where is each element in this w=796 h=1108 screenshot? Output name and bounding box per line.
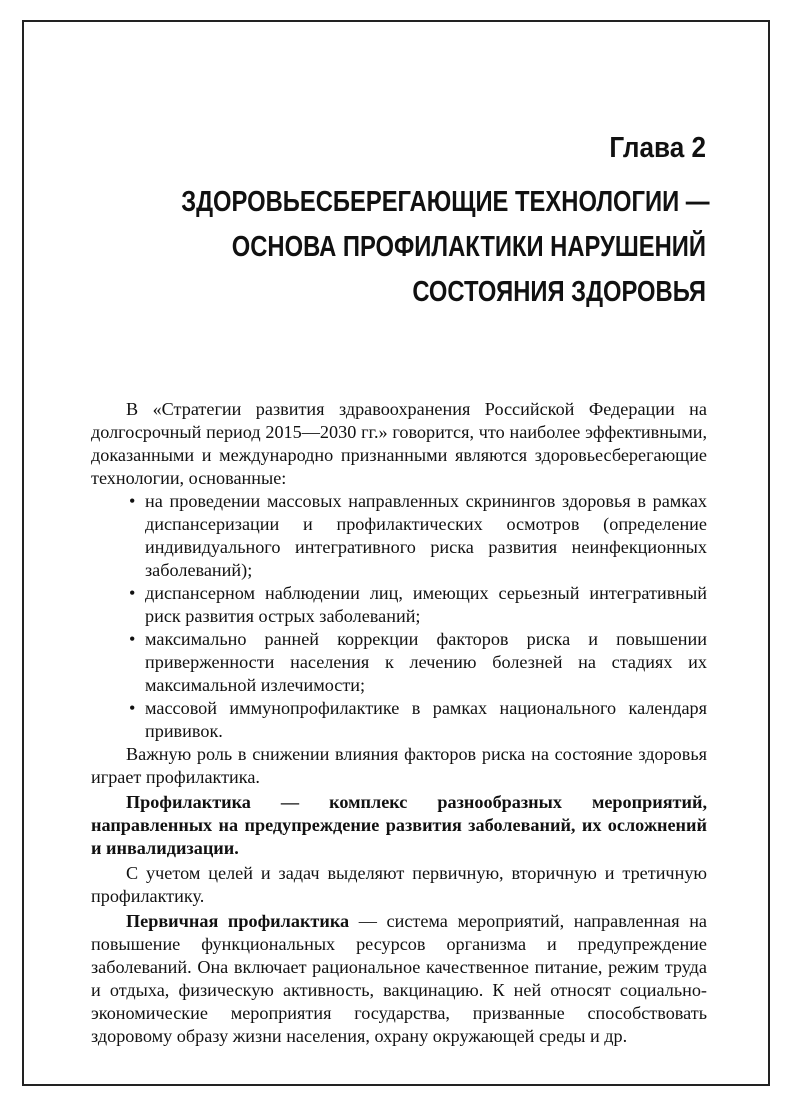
- list-item: [91, 628, 707, 697]
- technology-list: [91, 490, 707, 743]
- list-item-text: на проведении массовых направленных скринингов здоровья в рамках диспансеризации и профилактических осмотров (определение индивидуального интегративного риска развития неинфекционных заболеваний);: [145, 491, 707, 580]
- primary-prevention-term: Первичная профилактика: [126, 911, 350, 931]
- primary-prevention-text: — система мероприятий, направленная на повышение функциональных ресурсов организма и предупреждение заболеваний. Она включает рациональное качественное питание, режим труда и отдыха, физическую активность, вакцинацию. К ней относят социально-экономические мероприятия государства, призванные способствовать здоровому образу жизни населения, охрану окружающей среды и др.: [91, 911, 707, 1046]
- bullet-icon: •: [129, 491, 136, 511]
- list-item-text: максимально ранней коррекции факторов риска и повышении приверженности населения к лечению болезней на стадиях их максимальной излечимости;: [145, 629, 707, 695]
- definition-text: Профилактика — комплекс разнообразных мероприятий, направленных на предупреждение развития заболеваний, их осложнений и инвалидизации.: [91, 792, 707, 858]
- list-item-text: диспансерном наблюдении лиц, имеющих серьезный интегративный риск развития острых заболеваний;: [145, 583, 707, 626]
- intro-paragraph: В «Стратегии развития здравоохранения Российской Федерации на долгосрочный период 2015—2030 гг.» говорится, что наиболее эффективными, доказанными и международно признанными являются здоровьесберегающие технологии, основанные:: [91, 399, 707, 488]
- role-paragraph: Важную роль в снижении влияния факторов риска на состояние здоровья играет профилактика.: [91, 744, 707, 787]
- bullet-icon: •: [129, 698, 136, 718]
- bullet-icon: •: [129, 583, 136, 603]
- list-item-text: массовой иммунопрофилактике в рамках национального календаря прививок.: [145, 698, 707, 741]
- bullet-icon: •: [129, 629, 136, 649]
- definition-paragraph: [91, 791, 707, 860]
- list-item: [91, 697, 707, 743]
- chapter-title-line-1: ЗДОРОВЬЕСБЕРЕГАЮЩИЕ ТЕХНОЛОГИИ —: [181, 186, 710, 218]
- primary-prevention-paragraph: [91, 910, 707, 1048]
- chapter-heading: [66, 128, 710, 315]
- chapter-title-line-3: СОСТОЯНИЯ ЗДОРОВЬЯ: [412, 276, 706, 308]
- types-paragraph: С учетом целей и задач выделяют первичную, вторичную и третичную профилактику.: [91, 863, 707, 906]
- list-item: [91, 490, 707, 582]
- chapter-number: Глава 2: [609, 132, 706, 164]
- chapter-title-line-2: ОСНОВА ПРОФИЛАКТИКИ НАРУШЕНИЙ: [231, 231, 707, 263]
- list-item: [91, 582, 707, 628]
- body-text: [91, 398, 707, 1048]
